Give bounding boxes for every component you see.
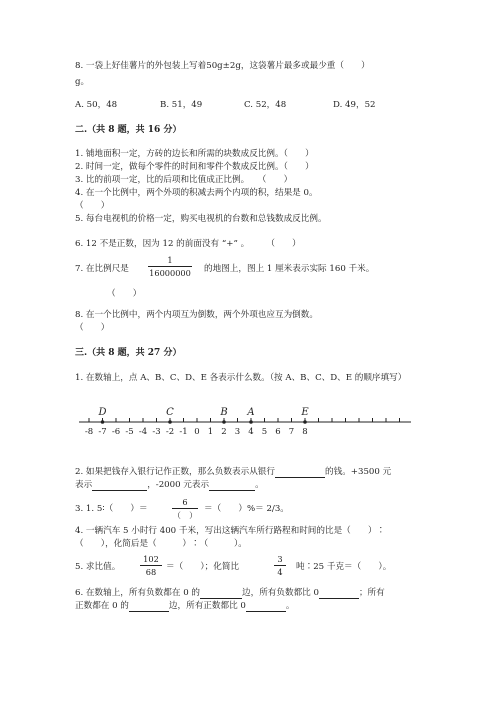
section3-heading: 三.（共 8 题，共 27 分） [75, 348, 182, 358]
number-line-tick-label: -6 [111, 427, 121, 437]
s3-q3-text-a: 3. 1. 5∶（ ）＝ [75, 504, 148, 514]
number-line-tick-label: -8 [84, 427, 94, 437]
s3-q2-text-b: 的钱。+3500 元 [325, 467, 392, 477]
s3-q5-denominator-2: 4 [277, 567, 283, 577]
s3-q6-blank-2[interactable] [319, 589, 359, 599]
s3-q6-line2 [75, 600, 294, 612]
s3-q6-text-b: 边，所有负数都比 0 [242, 588, 319, 598]
number-line-tick-label: 2 [221, 427, 227, 437]
s2-q5: 5. 每台电视机的价格一定，购买电视机的台数和总钱数成反比例。 [75, 214, 327, 224]
s3-q6-text-d: 正数都在 0 的 [75, 601, 129, 611]
q8-top-line2: g。 [75, 77, 90, 87]
s3-q4-line2: （ ），化简后是（ ）∶（ ）。 [75, 539, 247, 549]
s2-q7-numerator: 1 [167, 255, 173, 265]
number-line-point-label: A [247, 407, 255, 418]
s3-q3-text-b: ＝（ ）%＝ 2/3。 [204, 504, 289, 514]
s2-q6: 6. 12 不是正数，因为 12 的前面没有 “+” 。 （ ） [75, 239, 301, 249]
s3-q2-text-c: 表示 [75, 480, 93, 490]
q8-option-c: C. 52，48 [244, 100, 287, 110]
s2-q7-suffix: 的地图上，图上 1 厘米表示实际 160 千米。 [204, 264, 375, 274]
q8-option-d: D. 49，52 [333, 100, 376, 110]
s3-q3-denominator: （ ） [172, 510, 198, 520]
s3-q6-text-a: 6. 在数轴上，所有负数都在 0 的 [75, 588, 200, 598]
q8-top-line1: 8. 一袋上好佳薯片的外包装上写着50g±2g，这袋薯片最多或最少重（ ） [75, 61, 370, 71]
s3-q5-numerator-2: 3 [277, 554, 283, 564]
s3-q2-line2 [75, 479, 264, 491]
q8-option-b: B. 51，49 [160, 100, 203, 110]
number-line-point-e [303, 420, 307, 424]
number-line-tick-label: 5 [261, 427, 268, 437]
section2-heading: 二.（共 8 题，共 16 分） [75, 125, 182, 135]
s2-q7-paren: （ ） [107, 289, 142, 299]
s3-q3-fraction [172, 497, 198, 520]
s3-q2-blank-2[interactable] [92, 481, 147, 491]
s2-q4-line1: 4. 在一个比例中，两个外项的积减去两个内项的积，结果是 0。 [75, 188, 318, 198]
s3-q5-fraction-1 [140, 554, 162, 577]
s2-q1: 1. 铺地面积一定，方砖的边长和所需的块数成反比例。（ ） [75, 149, 314, 159]
number-line-point-c [168, 420, 172, 424]
number-line-tick-label: 7 [288, 427, 295, 437]
s3-q5-denominator-1: 68 [145, 567, 157, 577]
s2-q8-line2: （ ） [75, 323, 110, 333]
s3-q2-blank-3[interactable] [209, 481, 255, 491]
number-line-point-b [222, 420, 226, 424]
number-line-tick-label: 4 [248, 427, 254, 437]
s2-q4-line2: （ ） [75, 201, 110, 211]
number-line-tick-label: -7 [98, 427, 107, 437]
s3-q2-text-a: 2. 如果把钱存入银行记作正数，那么负数表示从银行 [75, 467, 275, 477]
number-line-tick-label: 8 [302, 427, 308, 437]
number-line-tick-label: -4 [138, 427, 148, 437]
s3-q5-text-a: 5. 求比值。 [75, 562, 121, 572]
s2-q7-prefix: 7. 在比例尺是 [75, 264, 129, 274]
s3-q6-blank-1[interactable] [200, 589, 242, 599]
number-line-tick-label: 1 [207, 427, 214, 437]
s3-q2-blank-1[interactable] [275, 468, 325, 478]
s2-q2: 2. 时间一定，做每个零件的时间和零件个数成反比例。（ ） [75, 162, 314, 172]
s3-q6-blank-3[interactable] [129, 602, 169, 612]
s3-q4-line1: 4. 一辆汽车 5 小时行 400 千米，写出这辆汽车所行路程和时间的比是（ ）∶ [75, 526, 386, 536]
s3-q2-text-d: ，-2000 元表示 [147, 480, 210, 490]
s3-q2-line1 [75, 466, 391, 478]
s2-q8-line1: 8. 在一个比例中，两个内项互为倒数，两个外项也应互为倒数。 [75, 310, 318, 320]
number-line-tick-label: -3 [152, 427, 161, 437]
number-line-tick-label: -1 [179, 427, 188, 437]
s3-q6-text-e: 边，所有正数都比 0 [168, 601, 246, 611]
s3-q1: 1. 在数轴上，点 A、B、C、D、E 各表示什么数。（按 A、B、C、D、E 的顺序填写） [75, 373, 407, 383]
number-line-point-label: B [220, 407, 228, 418]
s3-q6-text-f: 。 [285, 601, 295, 611]
s3-q2-text-e: 。 [255, 480, 264, 490]
number-line-point-label: C [166, 407, 174, 418]
s2-q3: 3. 比的前项一定，比的后项和比值成正比例。 （ ） [75, 175, 293, 185]
s3-q5-fraction-2 [274, 554, 286, 577]
number-line-point-d [101, 420, 105, 424]
number-line-tick-label: -5 [125, 427, 134, 437]
q8-option-a: A. 50，48 [75, 100, 118, 110]
s3-q5-numerator-1: 102 [143, 554, 159, 564]
number-line-tick-label: -2 [165, 427, 175, 437]
number-line-point-label: D [98, 407, 107, 418]
s2-q7-fraction [148, 255, 192, 278]
s3-q6-line1 [75, 587, 385, 599]
number-line-point-a [249, 420, 253, 424]
number-line-tick-label: 3 [234, 427, 241, 437]
number-line-tick-label: 0 [194, 427, 200, 437]
s2-q7-denominator: 16000000 [149, 268, 191, 278]
s3-q5-text-c: 吨∶25 千克＝（ ）。 [296, 562, 392, 572]
number-line-point-label: E [301, 407, 309, 418]
s3-q3-numerator: 6 [182, 497, 188, 507]
number-line-tick-label: 6 [275, 427, 281, 437]
number-line [75, 398, 415, 444]
s3-q5-text-b: ＝（ ）；化简比 [166, 562, 240, 572]
s3-q6-blank-4[interactable] [246, 602, 286, 612]
s3-q6-text-c: ；所有 [358, 588, 385, 598]
